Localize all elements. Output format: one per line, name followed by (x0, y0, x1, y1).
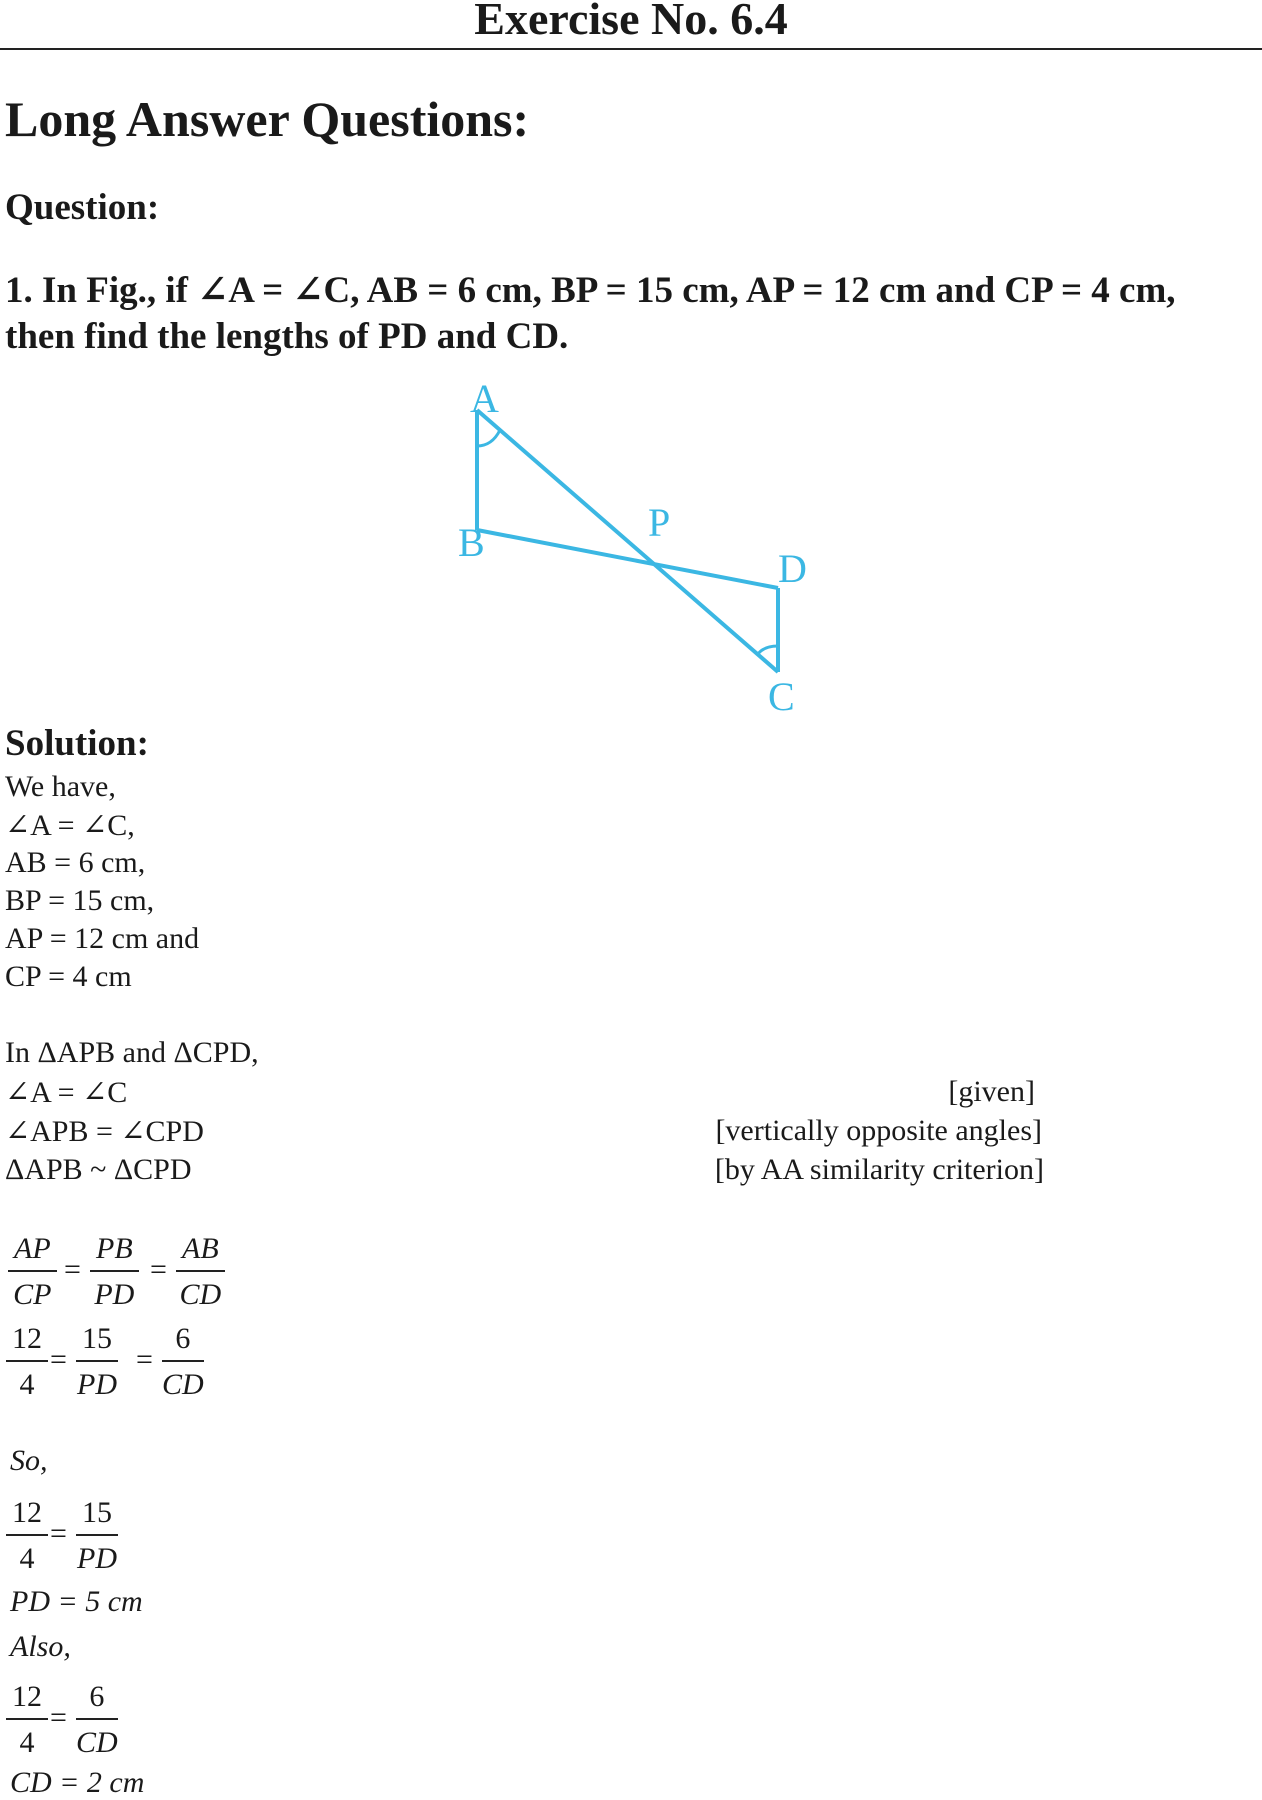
equals-sign: = (50, 1701, 67, 1734)
label-d: D (778, 546, 807, 591)
question-text (5, 268, 1176, 360)
section-title: Long Answer Questions: (5, 91, 530, 147)
fraction: $\frac{AP}{CP}$ (8, 1232, 57, 1312)
proof-statement: ∠A = ∠C (5, 1076, 128, 1109)
page-title: Exercise No. 6.4 (474, 0, 788, 44)
label-b: B (458, 520, 485, 565)
triangle-figure (440, 380, 840, 720)
fraction: $\frac{15}{PD}$ (77, 1322, 117, 1401)
question-line-1: 1. In Fig., if ∠A = ∠C, AB = 6 cm, BP = 15 cm, AP = 12 cm and CP = 4 cm, (5, 270, 1176, 311)
fraction: $\frac{PB}{PD}$ (90, 1232, 139, 1312)
segment-ac (477, 410, 778, 672)
fraction: $\frac{12}{4}$ (6, 1322, 48, 1402)
pd-result: PD = 5 cm (10, 1585, 143, 1618)
fraction: $\frac{15}{PD}$ (77, 1496, 117, 1575)
label-c: C (768, 674, 795, 719)
given-line: CP = 4 cm (5, 960, 132, 993)
cd-result: CD = 2 cm (10, 1766, 145, 1799)
angle-c-mark (758, 646, 778, 654)
fraction: $\frac{12}{4}$ (6, 1680, 48, 1760)
also-label: Also, (10, 1630, 71, 1663)
equals-sign: = (136, 1343, 153, 1376)
solution-label: Solution: (5, 723, 149, 764)
given-line: AP = 12 cm and (5, 922, 200, 955)
equals-sign: = (150, 1253, 167, 1286)
so-label: So, (10, 1444, 48, 1477)
fraction: $\frac{AB}{CD}$ (176, 1232, 225, 1312)
given-line: ∠A = ∠C, (5, 809, 135, 842)
header-divider (0, 48, 1262, 50)
proof-statement: ∠APB = ∠CPD (5, 1115, 204, 1148)
given-line: BP = 15 cm, (5, 884, 155, 917)
fraction: $\frac{12}{4}$ (6, 1496, 48, 1576)
equals-sign: = (50, 1517, 67, 1550)
equals-sign: = (50, 1343, 67, 1376)
proof-reason: [vertically opposite angles] (715, 1114, 1042, 1147)
given-line: AB = 6 cm, (5, 846, 146, 879)
fraction: $\frac{6}{CD}$ (162, 1322, 204, 1401)
angle-a-mark (477, 430, 500, 446)
question-line-2: then find the lengths of PD and CD. (5, 316, 569, 357)
fraction: $\frac{6}{CD}$ (76, 1680, 118, 1759)
proof-statement: ΔAPB ~ ΔCPD (5, 1153, 192, 1186)
label-p: P (648, 500, 671, 545)
equals-sign: = (64, 1253, 81, 1286)
label-a: A (470, 380, 499, 421)
proof-statement: In ΔAPB and ΔCPD, (5, 1036, 259, 1069)
proof-reason: [given] (948, 1075, 1035, 1108)
proof-reason: [by AA similarity criterion] (714, 1153, 1044, 1186)
given-line: We have, (5, 770, 116, 803)
question-label: Question: (5, 187, 160, 228)
